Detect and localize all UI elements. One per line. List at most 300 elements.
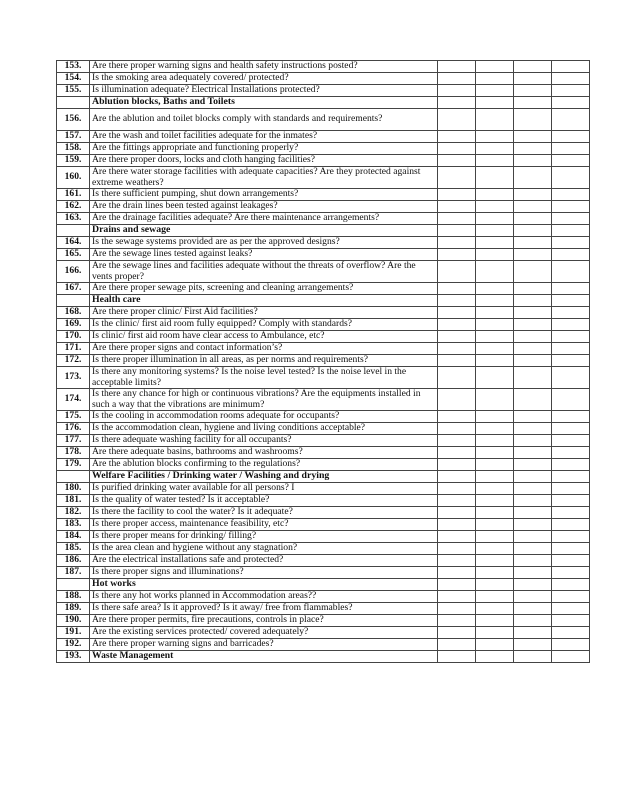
item-number: 153. <box>57 61 90 73</box>
question-text: Is there proper means for drinking/ filling? <box>90 531 438 543</box>
item-number: 154. <box>57 73 90 85</box>
response-cell[interactable] <box>476 639 514 651</box>
response-cell[interactable] <box>476 411 514 423</box>
response-cell[interactable] <box>476 97 514 109</box>
response-cell[interactable] <box>438 627 476 639</box>
response-cell[interactable] <box>514 85 552 97</box>
checklist-row <box>57 435 590 447</box>
item-number: 170. <box>57 331 90 343</box>
question-text: Are there proper signs and contact information’s? <box>90 343 438 355</box>
response-cell[interactable] <box>438 249 476 261</box>
item-number: 161. <box>57 189 90 201</box>
response-cell[interactable] <box>476 591 514 603</box>
question-text: Is the sewage systems provided are as per the approved designs? <box>90 237 438 249</box>
response-cell[interactable] <box>552 531 590 543</box>
response-cell[interactable] <box>476 343 514 355</box>
question-text: Is the clinic/ first aid room fully equipped? Comply with standards? <box>90 319 438 331</box>
response-cell[interactable] <box>514 579 552 591</box>
response-cell[interactable] <box>552 225 590 237</box>
response-cell[interactable] <box>438 85 476 97</box>
response-cell[interactable] <box>514 143 552 155</box>
response-cell[interactable] <box>552 261 590 283</box>
item-number: 172. <box>57 355 90 367</box>
response-cell[interactable] <box>438 307 476 319</box>
item-number: 186. <box>57 555 90 567</box>
response-cell[interactable] <box>552 435 590 447</box>
response-cell[interactable] <box>476 109 514 131</box>
response-cell[interactable] <box>514 225 552 237</box>
item-number: 165. <box>57 249 90 261</box>
response-cell[interactable] <box>438 143 476 155</box>
question-text: Is the smoking area adequately covered/ protected? <box>90 73 438 85</box>
response-cell[interactable] <box>438 651 476 663</box>
checklist-row <box>57 331 590 343</box>
item-number: 155. <box>57 85 90 97</box>
response-cell[interactable] <box>476 519 514 531</box>
question-text: Is the accommodation clean, hygiene and living conditions acceptable? <box>90 423 438 435</box>
response-cell[interactable] <box>438 495 476 507</box>
checklist-row <box>57 131 590 143</box>
response-cell[interactable] <box>552 85 590 97</box>
checklist-row <box>57 155 590 167</box>
response-cell[interactable] <box>514 131 552 143</box>
checklist-row <box>57 367 590 389</box>
response-cell[interactable] <box>438 355 476 367</box>
question-text: Is the cooling in accommodation rooms adequate for occupants? <box>90 411 438 423</box>
response-cell[interactable] <box>476 615 514 627</box>
response-cell[interactable] <box>476 283 514 295</box>
item-number: 174. <box>57 389 90 411</box>
item-number: 184. <box>57 531 90 543</box>
checklist-row <box>57 447 590 459</box>
response-cell[interactable] <box>438 471 476 483</box>
response-cell[interactable] <box>514 97 552 109</box>
response-cell[interactable] <box>438 167 476 189</box>
question-text: Are the drain lines been tested against leakages? <box>90 201 438 213</box>
item-number: 192. <box>57 639 90 651</box>
response-cell[interactable] <box>438 225 476 237</box>
checklist-row <box>57 73 590 85</box>
response-cell[interactable] <box>438 567 476 579</box>
checklist-row <box>57 213 590 225</box>
response-cell[interactable] <box>514 543 552 555</box>
response-cell[interactable] <box>514 155 552 167</box>
response-cell[interactable] <box>438 591 476 603</box>
question-text: Are the sewage lines and facilities adequate without the threats of overflow? Are the vents proper? <box>90 261 438 283</box>
response-cell[interactable] <box>514 639 552 651</box>
response-cell[interactable] <box>476 201 514 213</box>
item-number: 190. <box>57 615 90 627</box>
question-text: Is purified drinking water available for all persons? I <box>90 483 438 495</box>
response-cell[interactable] <box>552 603 590 615</box>
response-cell[interactable] <box>514 435 552 447</box>
response-cell[interactable] <box>552 319 590 331</box>
response-cell[interactable] <box>514 249 552 261</box>
response-cell[interactable] <box>476 261 514 283</box>
checklist-row <box>57 355 590 367</box>
question-text: Are the electrical installations safe and protected? <box>90 555 438 567</box>
response-cell[interactable] <box>552 651 590 663</box>
checklist-row <box>57 343 590 355</box>
response-cell[interactable] <box>514 307 552 319</box>
response-cell[interactable] <box>476 355 514 367</box>
response-cell[interactable] <box>476 495 514 507</box>
response-cell[interactable] <box>514 343 552 355</box>
checklist-row <box>57 555 590 567</box>
response-cell[interactable] <box>514 319 552 331</box>
response-cell[interactable] <box>476 579 514 591</box>
item-number: 156. <box>57 109 90 131</box>
item-number: 169. <box>57 319 90 331</box>
response-cell[interactable] <box>438 331 476 343</box>
item-number: 178. <box>57 447 90 459</box>
section-header-row <box>57 471 590 483</box>
response-cell[interactable] <box>514 295 552 307</box>
response-cell[interactable] <box>476 225 514 237</box>
response-cell[interactable] <box>552 249 590 261</box>
response-cell[interactable] <box>552 283 590 295</box>
item-number: 168. <box>57 307 90 319</box>
response-cell[interactable] <box>514 109 552 131</box>
checklist-row <box>57 483 590 495</box>
response-cell[interactable] <box>514 459 552 471</box>
response-cell[interactable] <box>438 213 476 225</box>
item-number <box>57 225 90 237</box>
response-cell[interactable] <box>438 189 476 201</box>
response-cell[interactable] <box>552 167 590 189</box>
response-cell[interactable] <box>438 411 476 423</box>
response-cell[interactable] <box>514 603 552 615</box>
response-cell[interactable] <box>476 567 514 579</box>
response-cell[interactable] <box>438 367 476 389</box>
checklist-row <box>57 411 590 423</box>
response-cell[interactable] <box>514 651 552 663</box>
checklist-row <box>57 507 590 519</box>
response-cell[interactable] <box>438 435 476 447</box>
response-cell[interactable] <box>476 555 514 567</box>
item-number: 175. <box>57 411 90 423</box>
question-text: Are the existing services protected/ covered adequately? <box>90 627 438 639</box>
question-text: Are the wash and toilet facilities adequate for the inmates? <box>90 131 438 143</box>
response-cell[interactable] <box>514 61 552 73</box>
response-cell[interactable] <box>552 155 590 167</box>
response-cell[interactable] <box>552 389 590 411</box>
item-number <box>57 295 90 307</box>
response-cell[interactable] <box>514 213 552 225</box>
response-cell[interactable] <box>438 201 476 213</box>
question-text: Are there proper doors, locks and cloth hanging facilities? <box>90 155 438 167</box>
response-cell[interactable] <box>552 367 590 389</box>
response-cell[interactable] <box>438 603 476 615</box>
response-cell[interactable] <box>552 143 590 155</box>
item-number <box>57 97 90 109</box>
response-cell[interactable] <box>514 73 552 85</box>
item-number: 191. <box>57 627 90 639</box>
checklist-row <box>57 423 590 435</box>
item-number: 164. <box>57 237 90 249</box>
response-cell[interactable] <box>476 331 514 343</box>
question-text: Is illumination adequate? Electrical Installations protected? <box>90 85 438 97</box>
response-cell[interactable] <box>552 97 590 109</box>
item-number: 171. <box>57 343 90 355</box>
question-text: Is there sufficient pumping, shut down arrangements? <box>90 189 438 201</box>
response-cell[interactable] <box>514 471 552 483</box>
item-number: 188. <box>57 591 90 603</box>
checklist-body <box>57 61 590 663</box>
item-number: 173. <box>57 367 90 389</box>
section-title: Health care <box>90 295 438 307</box>
response-cell[interactable] <box>476 471 514 483</box>
response-cell[interactable] <box>476 507 514 519</box>
response-cell[interactable] <box>552 555 590 567</box>
response-cell[interactable] <box>552 295 590 307</box>
response-cell[interactable] <box>438 109 476 131</box>
response-cell[interactable] <box>514 261 552 283</box>
checklist-row <box>57 531 590 543</box>
item-number: 189. <box>57 603 90 615</box>
section-header-row <box>57 225 590 237</box>
response-cell[interactable] <box>552 579 590 591</box>
question-text: Is there any hot works planned in Accommodation areas?? <box>90 591 438 603</box>
response-cell[interactable] <box>438 131 476 143</box>
response-cell[interactable] <box>438 97 476 109</box>
response-cell[interactable] <box>552 459 590 471</box>
response-cell[interactable] <box>552 237 590 249</box>
item-number: 181. <box>57 495 90 507</box>
item-number <box>57 579 90 591</box>
response-cell[interactable] <box>476 85 514 97</box>
response-cell[interactable] <box>438 543 476 555</box>
question-text: Are the drainage facilities adequate? Are there maintenance arrangements? <box>90 213 438 225</box>
response-cell[interactable] <box>476 459 514 471</box>
checklist-row <box>57 389 590 411</box>
response-cell[interactable] <box>514 483 552 495</box>
response-cell[interactable] <box>552 495 590 507</box>
checklist-row <box>57 85 590 97</box>
checklist-row <box>57 249 590 261</box>
response-cell[interactable] <box>514 519 552 531</box>
response-cell[interactable] <box>552 483 590 495</box>
response-cell[interactable] <box>476 155 514 167</box>
response-cell[interactable] <box>476 143 514 155</box>
item-number: 162. <box>57 201 90 213</box>
response-cell[interactable] <box>514 591 552 603</box>
checklist-row <box>57 591 590 603</box>
response-cell[interactable] <box>438 519 476 531</box>
response-cell[interactable] <box>552 639 590 651</box>
section-title: Drains and sewage <box>90 225 438 237</box>
response-cell[interactable] <box>438 73 476 85</box>
checklist-row <box>57 567 590 579</box>
response-cell[interactable] <box>476 435 514 447</box>
response-cell[interactable] <box>476 237 514 249</box>
response-cell[interactable] <box>514 555 552 567</box>
checklist-row <box>57 61 590 73</box>
response-cell[interactable] <box>476 307 514 319</box>
item-number: 179. <box>57 459 90 471</box>
question-text: Is clinic/ first aid room have clear access to Ambulance, etc? <box>90 331 438 343</box>
response-cell[interactable] <box>438 61 476 73</box>
response-cell[interactable] <box>552 307 590 319</box>
checklist-row <box>57 283 590 295</box>
item-number: 157. <box>57 131 90 143</box>
response-cell[interactable] <box>438 261 476 283</box>
response-cell[interactable] <box>476 213 514 225</box>
response-cell[interactable] <box>476 651 514 663</box>
checklist-row <box>57 603 590 615</box>
response-cell[interactable] <box>476 249 514 261</box>
response-cell[interactable] <box>552 201 590 213</box>
response-cell[interactable] <box>514 237 552 249</box>
response-cell[interactable] <box>476 447 514 459</box>
response-cell[interactable] <box>552 519 590 531</box>
response-cell[interactable] <box>438 155 476 167</box>
response-cell[interactable] <box>514 167 552 189</box>
response-cell[interactable] <box>476 295 514 307</box>
response-cell[interactable] <box>552 627 590 639</box>
response-cell[interactable] <box>476 61 514 73</box>
response-cell[interactable] <box>476 627 514 639</box>
response-cell[interactable] <box>476 483 514 495</box>
response-cell[interactable] <box>438 283 476 295</box>
response-cell[interactable] <box>514 627 552 639</box>
item-number: 177. <box>57 435 90 447</box>
response-cell[interactable] <box>438 483 476 495</box>
response-cell[interactable] <box>438 295 476 307</box>
response-cell[interactable] <box>476 543 514 555</box>
checklist-row <box>57 143 590 155</box>
response-cell[interactable] <box>514 355 552 367</box>
question-text: Is there proper illumination in all areas, as per norms and requirements? <box>90 355 438 367</box>
item-number: 176. <box>57 423 90 435</box>
response-cell[interactable] <box>552 507 590 519</box>
response-cell[interactable] <box>514 411 552 423</box>
response-cell[interactable] <box>514 423 552 435</box>
question-text: Are there proper sewage pits, screening and cleaning arrangements? <box>90 283 438 295</box>
question-text: Are there water storage facilities with adequate capacities? Are they protected against extreme weathers? <box>90 167 438 189</box>
checklist-row <box>57 307 590 319</box>
checklist-row <box>57 261 590 283</box>
checklist-row <box>57 615 590 627</box>
response-cell[interactable] <box>514 495 552 507</box>
response-cell[interactable] <box>552 567 590 579</box>
response-cell[interactable] <box>438 319 476 331</box>
item-number <box>57 471 90 483</box>
response-cell[interactable] <box>438 343 476 355</box>
response-cell[interactable] <box>552 355 590 367</box>
response-cell[interactable] <box>552 411 590 423</box>
response-cell[interactable] <box>476 167 514 189</box>
response-cell[interactable] <box>438 531 476 543</box>
response-cell[interactable] <box>476 603 514 615</box>
checklist-row <box>57 201 590 213</box>
response-cell[interactable] <box>552 447 590 459</box>
response-cell[interactable] <box>552 213 590 225</box>
response-cell[interactable] <box>552 615 590 627</box>
checklist-row <box>57 237 590 249</box>
response-cell[interactable] <box>476 73 514 85</box>
section-header-row <box>57 295 590 307</box>
question-text: Are the ablution and toilet blocks comply with standards and requirements? <box>90 109 438 131</box>
checklist-row <box>57 627 590 639</box>
response-cell[interactable] <box>476 131 514 143</box>
response-cell[interactable] <box>552 189 590 201</box>
response-cell[interactable] <box>438 555 476 567</box>
response-cell[interactable] <box>476 389 514 411</box>
question-text: Is there proper access, maintenance feasibility, etc? <box>90 519 438 531</box>
question-text: Is there proper signs and illuminations? <box>90 567 438 579</box>
response-cell[interactable] <box>438 423 476 435</box>
response-cell[interactable] <box>552 109 590 131</box>
question-text: Is the quality of water tested? Is it acceptable? <box>90 495 438 507</box>
response-cell[interactable] <box>476 189 514 201</box>
question-text: Is there the facility to cool the water? Is it adequate? <box>90 507 438 519</box>
response-cell[interactable] <box>438 459 476 471</box>
response-cell[interactable] <box>438 507 476 519</box>
response-cell[interactable] <box>552 591 590 603</box>
response-cell[interactable] <box>552 423 590 435</box>
response-cell[interactable] <box>476 531 514 543</box>
checklist-row <box>57 189 590 201</box>
response-cell[interactable] <box>476 319 514 331</box>
question-text: Are the fittings appropriate and functioning properly? <box>90 143 438 155</box>
response-cell[interactable] <box>438 447 476 459</box>
response-cell[interactable] <box>552 61 590 73</box>
checklist-row <box>57 459 590 471</box>
response-cell[interactable] <box>514 615 552 627</box>
response-cell[interactable] <box>552 331 590 343</box>
response-cell[interactable] <box>514 283 552 295</box>
question-text: Is there adequate washing facility for all occupants? <box>90 435 438 447</box>
checklist-row <box>57 639 590 651</box>
section-header-row <box>57 579 590 591</box>
checklist-row <box>57 319 590 331</box>
checklist-row <box>57 543 590 555</box>
response-cell[interactable] <box>476 423 514 435</box>
response-cell[interactable] <box>514 507 552 519</box>
response-cell[interactable] <box>438 615 476 627</box>
question-text: Are there adequate basins, bathrooms and washrooms? <box>90 447 438 459</box>
item-number: 180. <box>57 483 90 495</box>
response-cell[interactable] <box>552 543 590 555</box>
item-number: 160. <box>57 167 90 189</box>
section-title: Welfare Facilities / Drinking water / Washing and drying <box>90 471 438 483</box>
response-cell[interactable] <box>438 579 476 591</box>
response-cell[interactable] <box>552 471 590 483</box>
response-cell[interactable] <box>476 367 514 389</box>
section-title: Ablution blocks, Baths and Toilets <box>90 97 438 109</box>
response-cell[interactable] <box>552 343 590 355</box>
response-cell[interactable] <box>514 531 552 543</box>
question-text: Is there safe area? Is it approved? Is it away/ free from flammables? <box>90 603 438 615</box>
response-cell[interactable] <box>514 389 552 411</box>
response-cell[interactable] <box>438 237 476 249</box>
checklist-row <box>57 495 590 507</box>
response-cell[interactable] <box>552 131 590 143</box>
response-cell[interactable] <box>514 201 552 213</box>
response-cell[interactable] <box>514 567 552 579</box>
question-text: Are the ablution blocks confirming to the regulations? <box>90 459 438 471</box>
response-cell[interactable] <box>552 73 590 85</box>
response-cell[interactable] <box>514 367 552 389</box>
item-number: 187. <box>57 567 90 579</box>
response-cell[interactable] <box>514 189 552 201</box>
response-cell[interactable] <box>514 331 552 343</box>
response-cell[interactable] <box>438 389 476 411</box>
question-text: Are the sewage lines tested against leaks? <box>90 249 438 261</box>
response-cell[interactable] <box>438 639 476 651</box>
response-cell[interactable] <box>514 447 552 459</box>
